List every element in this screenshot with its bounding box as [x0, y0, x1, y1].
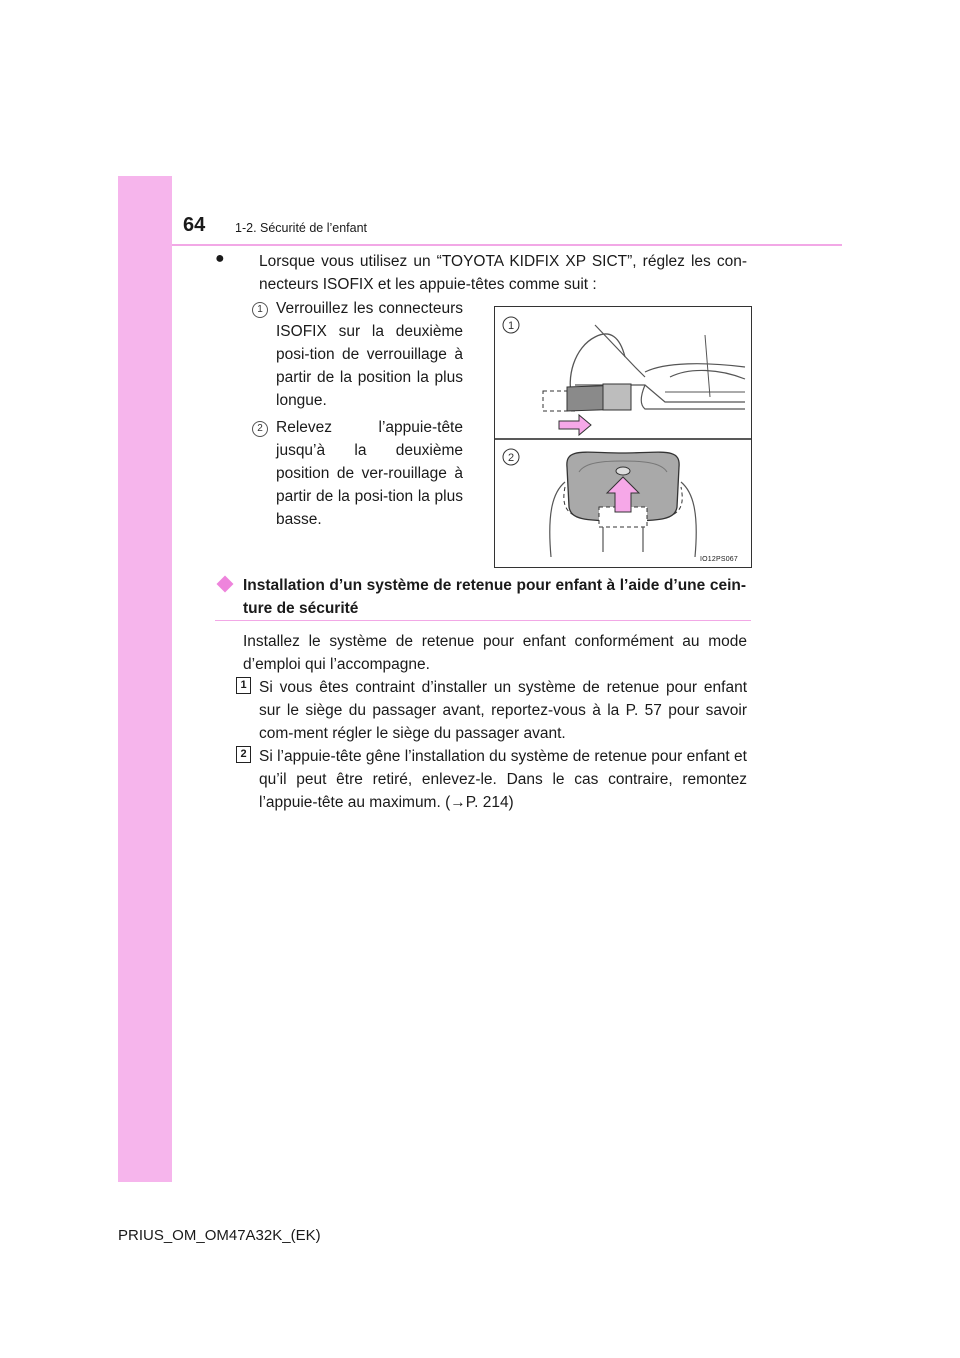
page-sidebar-tab [118, 176, 172, 1182]
step-2-circle: 2 [252, 421, 268, 437]
step-1-text: Verrouillez les connecteurs ISOFIX sur la deuxième posi-tion de verrouillage à partir de la position la plus longue. [276, 300, 463, 409]
push-arrow-icon [559, 415, 591, 435]
step-2-text: Relevez l’appuie-tête jusqu’à la deuxième position de ver-rouillage à partir de la posi-tion la plus basse. [276, 419, 463, 528]
item-2-marker: 2 [236, 746, 251, 763]
header-rule [172, 244, 842, 246]
item-2-text: Si l’appuie-tête gêne l’installation du système de retenue pour enfant et qu’il peut être retiré, enlevez-le. Dans le cas contraire, remontez l’appuie-tête au maximum. (→P. 214) [259, 748, 747, 811]
section-title: 1-2. Sécurité de l’enfant [235, 221, 368, 235]
figure-label-1: 1 [507, 320, 515, 332]
figure-illustration [495, 307, 751, 567]
item-1-marker: 1 [236, 677, 251, 694]
bullet-text: Lorsque vous utilisez un “TOYOTA KIDFIX XP SICT”, réglez les con-necteurs ISOFIX et les appuie-têtes comme suit : [259, 253, 747, 293]
step-1-circle: 1 [252, 302, 268, 318]
isofix-headrest-figure [494, 306, 752, 568]
figure-code: IO12PS067 [700, 556, 738, 563]
bullet-icon: ● [215, 250, 225, 267]
item-1-text: Si vous êtes contraint d’installer un système de retenue pour enfant sur le siège du passager avant, reportez-vous à la P. 57 pour savoir com-ment régler le siège du passager avant. [259, 679, 747, 742]
diamond-bullet-icon [217, 576, 234, 593]
subsection-title: Installation d’un système de retenue pour enfant à l’aide d’une cein-ture de sécurité [243, 577, 746, 617]
subsection-intro: Installez le système de retenue pour enfant conformément au mode d’emploi qui l’accompagne. [243, 633, 747, 673]
subsection-rule [215, 620, 751, 621]
figure-label-2: 2 [507, 452, 515, 464]
page-number: 64 [183, 214, 206, 236]
footer-doc-id: PRIUS_OM_OM47A32K_(EK) [118, 1227, 321, 1244]
